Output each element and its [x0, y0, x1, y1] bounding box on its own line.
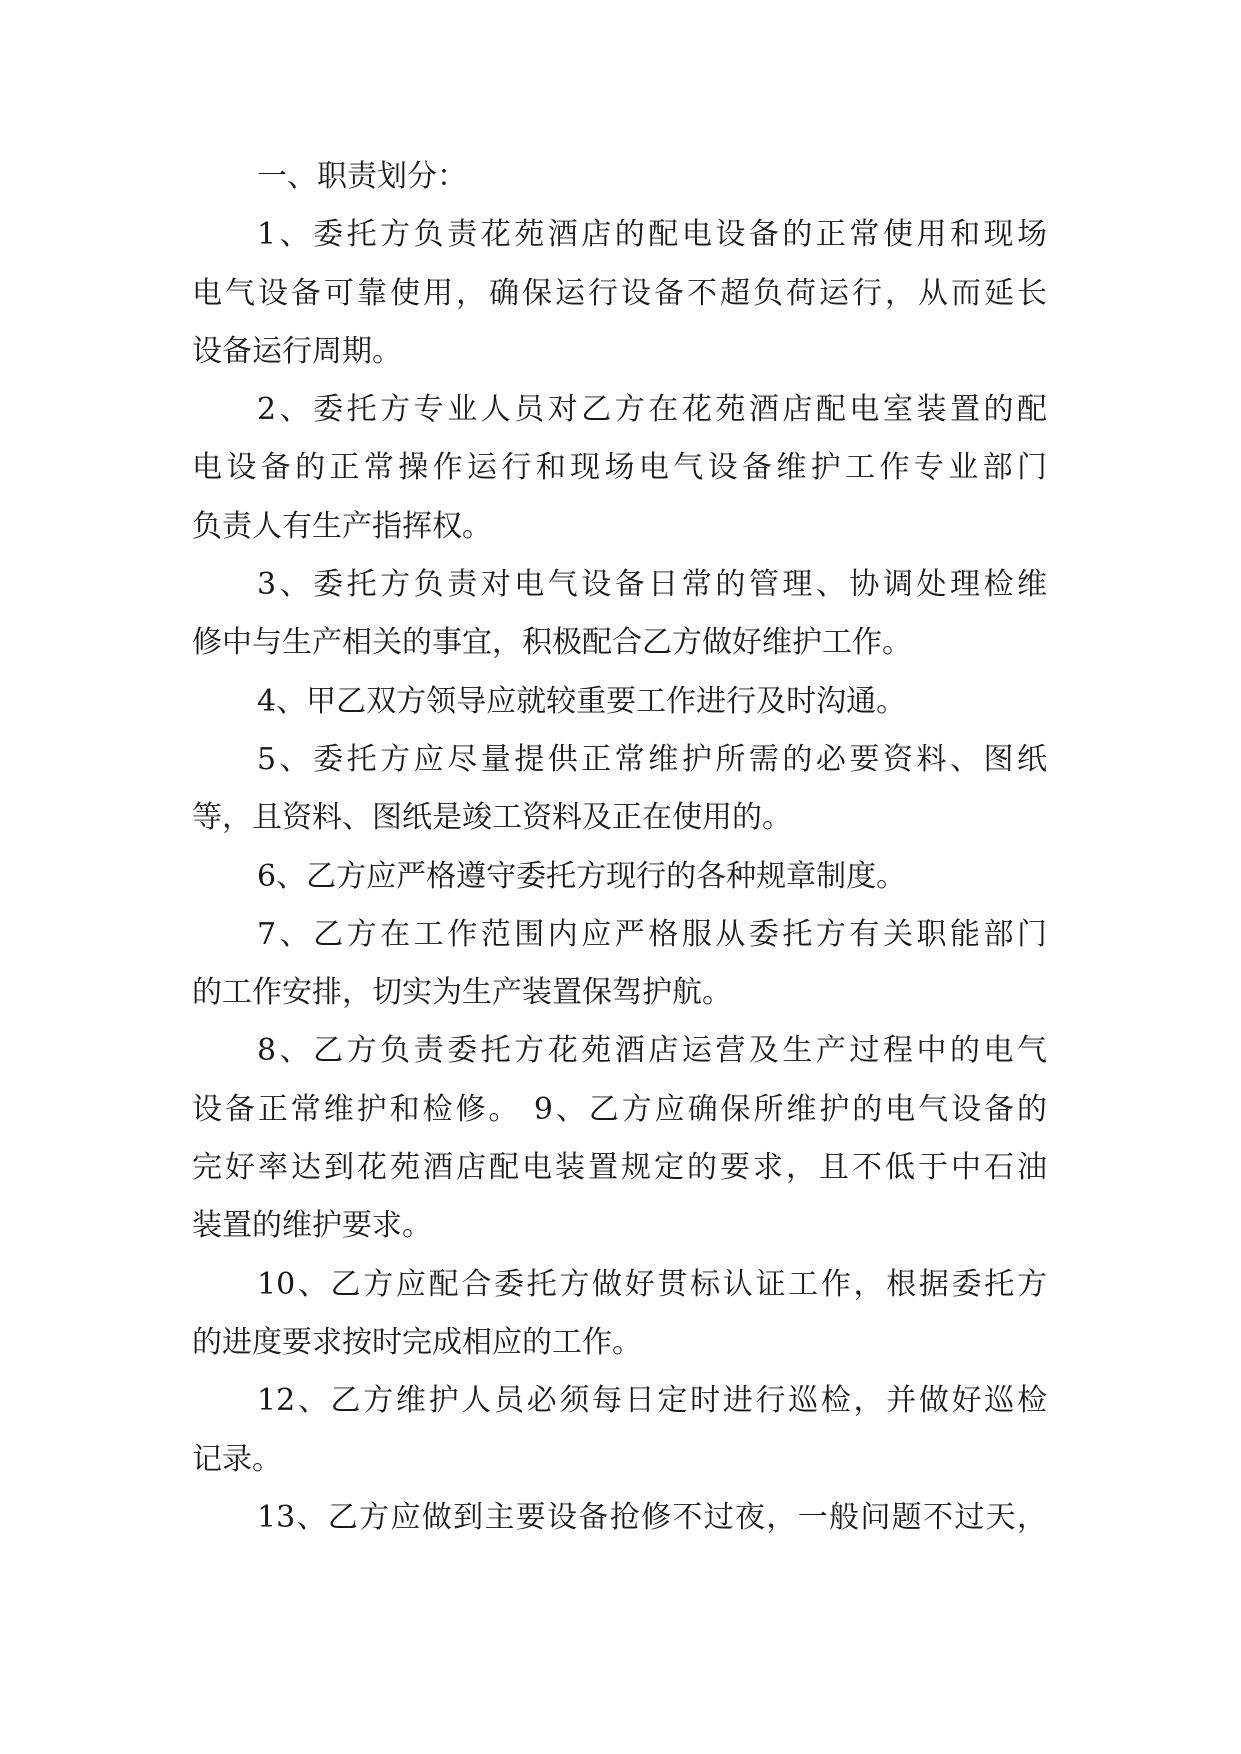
doc-line: 13、乙方应做到主要设备抢修不过夜，一般问题不过天，: [257, 1499, 1047, 1535]
doc-line: 电气设备可靠使用，确保运行设备不超负荷运行，从而延长: [192, 275, 1047, 311]
doc-line: 负责人有生产指挥权。: [192, 508, 492, 544]
doc-line: 3、委托方负责对电气设备日常的管理、协调处理检维: [257, 567, 1047, 603]
doc-line: 一、职责划分：: [257, 159, 467, 194]
document-body: [0, 148, 1241, 1547]
doc-line: 8、乙方负责委托方花苑酒店运营及生产过程中的电气: [257, 1033, 1047, 1069]
doc-line: 10、乙方应配合委托方做好贯标认证工作，根据委托方: [257, 1266, 1047, 1302]
doc-line: 5、委托方应尽量提供正常维护所需的必要资料、图纸: [257, 741, 1047, 777]
doc-line: 6、乙方应严格遵守委托方现行的各种规章制度。: [257, 858, 907, 894]
doc-line: 电设备的正常操作运行和现场电气设备维护工作专业部门: [192, 450, 1047, 486]
doc-line: 的进度要求按时完成相应的工作。: [192, 1324, 642, 1360]
doc-line: 设备运行周期。: [192, 333, 402, 369]
doc-line: 记录。: [192, 1441, 282, 1477]
doc-line: 12、乙方维护人员必须每日定时进行巡检，并做好巡检: [257, 1383, 1047, 1419]
doc-line: 7、乙方在工作范围内应严格服从委托方有关职能部门: [257, 916, 1047, 952]
doc-line: 1、委托方负责花苑酒店的配电设备的正常使用和现场: [257, 217, 1047, 253]
doc-line: 4、甲乙双方领导应就较重要工作进行及时沟通。: [257, 683, 907, 719]
doc-line: 修中与生产相关的事宜，积极配合乙方做好维护工作。: [192, 625, 912, 661]
doc-line: 等，且资料、图纸是竣工资料及正在使用的。: [192, 800, 792, 836]
doc-line: 装置的维护要求。: [192, 1208, 432, 1244]
doc-line: 的工作安排，切实为生产装置保驾护航。: [192, 975, 732, 1011]
doc-line: 完好率达到花苑酒店配电装置规定的要求，且不低于中石油: [192, 1150, 1047, 1186]
doc-line: 设备正常维护和检修。 9、乙方应确保所维护的电气设备的: [192, 1091, 1047, 1127]
doc-line: 2、委托方专业人员对乙方在花苑酒店配电室装置的配: [257, 392, 1047, 428]
